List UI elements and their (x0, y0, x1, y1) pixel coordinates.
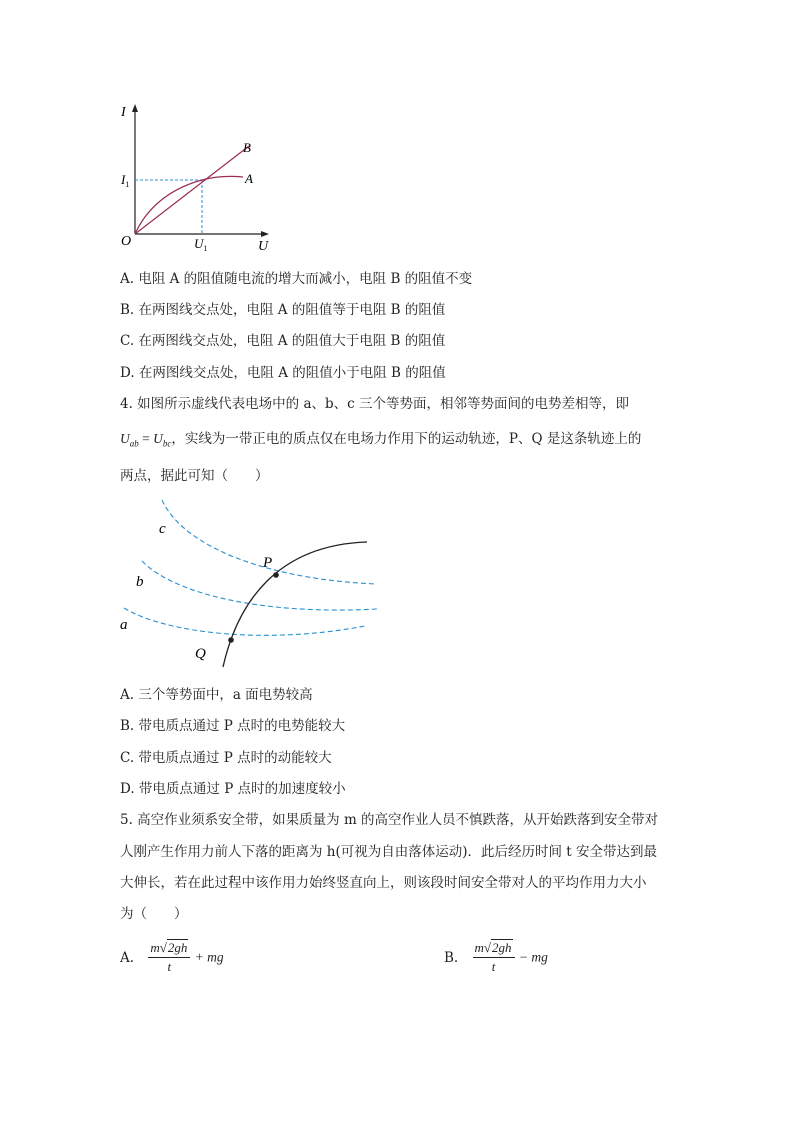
label-a: a (120, 617, 128, 633)
q3-option-d: D. 在两图线交点处，电阻 A 的阻值小于电阻 B 的阻值 (120, 365, 446, 381)
q3-option-a: A. 电阻 A 的阻值随电流的增大而减小，电阻 B 的阻值不变 (120, 271, 473, 287)
curve-a (135, 176, 243, 234)
label-c: c (159, 521, 166, 537)
label-i: I (121, 105, 126, 120)
q5-option-b: B. $\frac{m√2gh}{t}$ − mg (444, 940, 548, 974)
line-b (135, 146, 249, 234)
q5-stem-line1: 5. 高空作业须系安全带，如果质量为 m 的高空作业人员不慎跌落，从开始跌落到安全带对 (120, 812, 659, 828)
label-p: P (263, 555, 273, 571)
q5-stem-line4: 为（ ） (120, 906, 188, 922)
q3-option-c: C. 在两图线交点处，电阻 A 的阻值大于电阻 B 的阻值 (120, 333, 446, 349)
q4-formula: $U_{ab} = U_{bc}$ (120, 431, 172, 449)
label-a: A (245, 171, 253, 186)
q4-option-c: C. 带电质点通过 P 点时的动能较大 (120, 750, 332, 766)
iu-graph (115, 100, 285, 255)
q5-stem-line2: 人刚产生作用力前人下落的距离为 h(可视为自由落体运动)．此后经历时间 t 安全带达到最 (120, 844, 658, 860)
label-u1: $U_1$ (194, 236, 208, 253)
label-b: B (243, 140, 251, 155)
q4-option-d: D. 带电质点通过 P 点时的加速度较小 (120, 781, 346, 797)
point-p (273, 572, 279, 578)
label-u: U (258, 239, 269, 254)
label-origin: O (121, 234, 132, 249)
q5-option-a: A. $\frac{m√2gh}{t}$ + mg (120, 940, 224, 974)
label-q: Q (195, 646, 206, 662)
q3-option-b: B. 在两图线交点处，电阻 A 的阻值等于电阻 B 的阻值 (120, 302, 446, 318)
i-axis-arrow (132, 104, 138, 112)
point-q (228, 637, 234, 643)
q4-option-a: A. 三个等势面中，a 面电势较高 (120, 687, 313, 703)
equipotential-b (142, 561, 377, 610)
label-i1: $I_1$ (121, 172, 130, 189)
q4-stem-line3: 两点，据此可知（ ） (120, 468, 269, 484)
equipotential-a (124, 608, 365, 635)
label-b: b (136, 574, 144, 590)
equipotential-figure (115, 495, 385, 675)
equipotential-c (162, 500, 377, 584)
u-axis-arrow (261, 231, 269, 237)
q5-stem-line3: 大伸长，若在此过程中该作用力始终竖直向上，则该段时间安全带对人的平均作用力大小 (120, 875, 647, 891)
q4-stem-line1: 4. 如图所示虚线代表电场中的 a、b、c 三个等势面，相邻等势面间的电势差相等，即 (120, 396, 630, 412)
q4-stem-line2: $U_{ab} = U_{bc}$，实线为一带正电的质点仅在电场力作用下的运动轨迹，P、Q 是这条轨迹上的 (120, 431, 642, 449)
q4-option-b: B. 带电质点通过 P 点时的电势能较大 (120, 718, 346, 734)
